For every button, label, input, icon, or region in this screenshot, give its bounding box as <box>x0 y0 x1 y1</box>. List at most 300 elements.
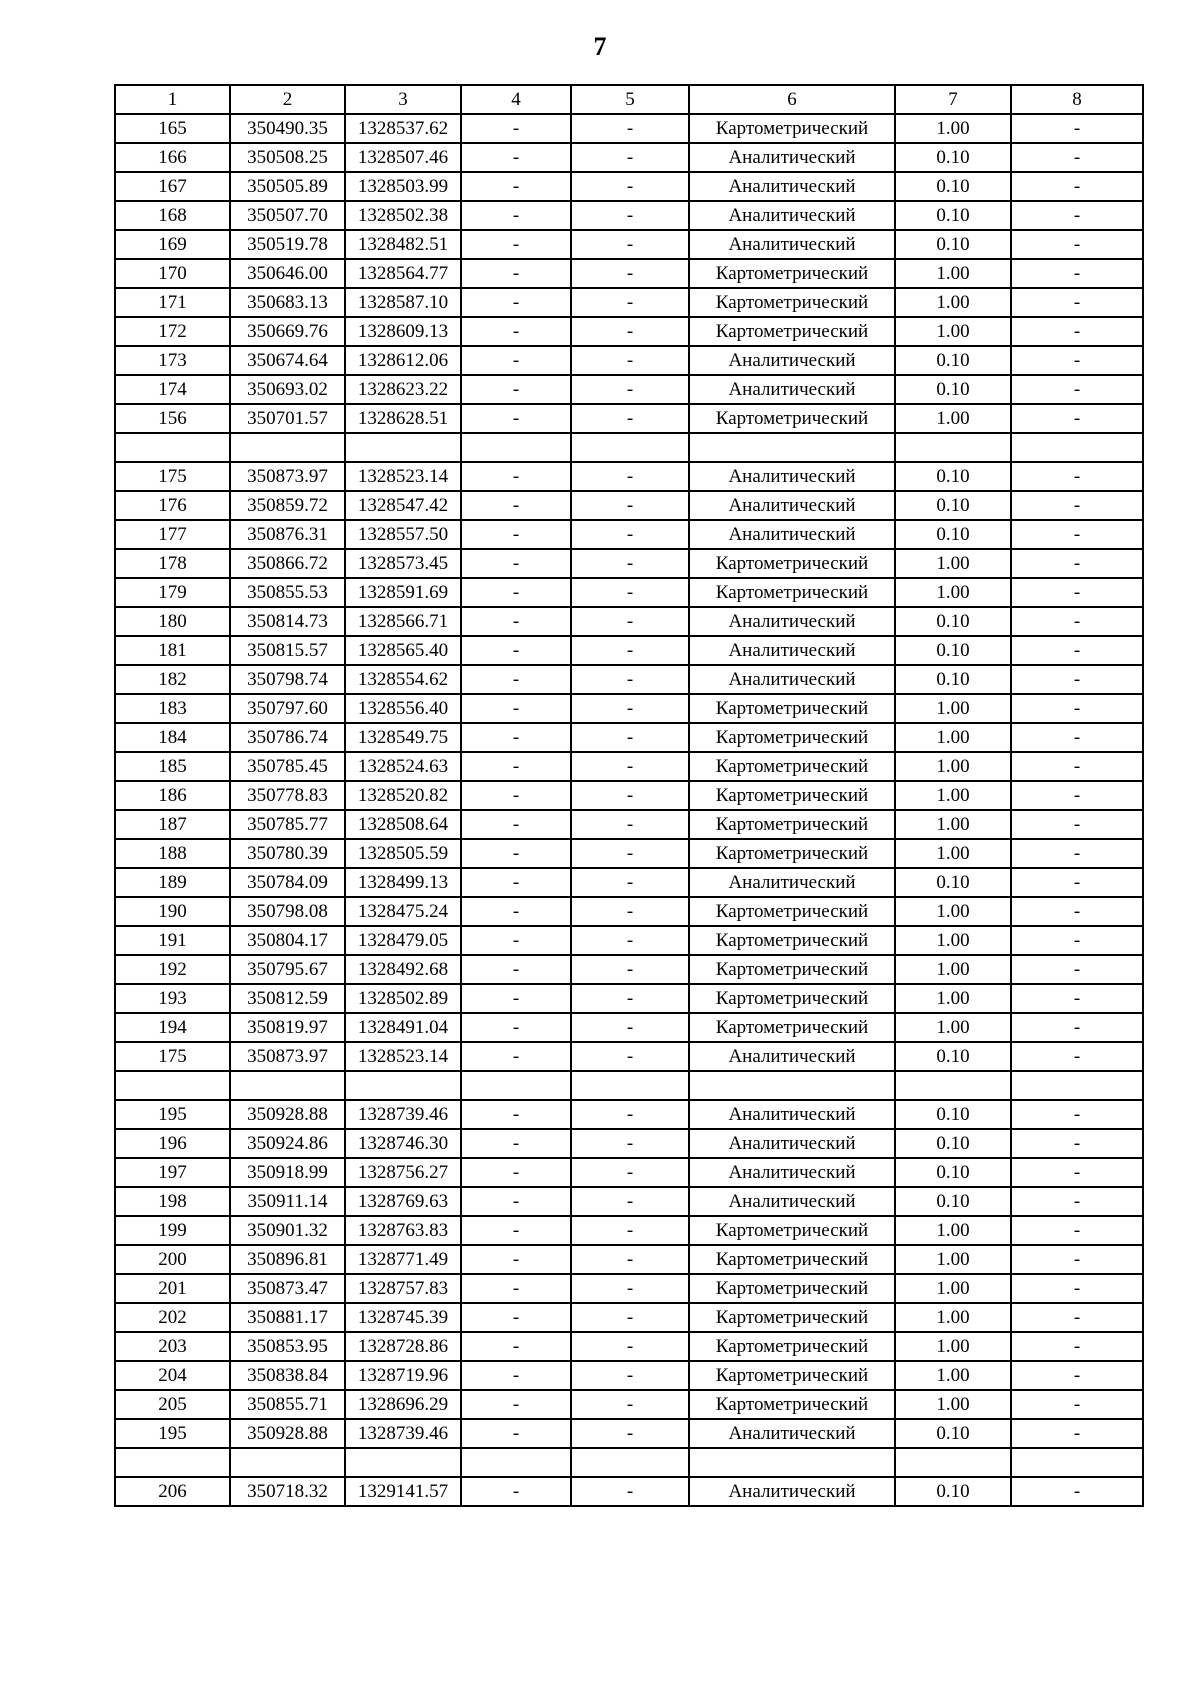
accuracy-cell: 1.00 <box>895 984 1011 1013</box>
table-row <box>115 578 1143 607</box>
method-cell: Картометрический <box>689 1361 895 1390</box>
accuracy-cell <box>895 1448 1011 1477</box>
col8-cell: - <box>1011 694 1143 723</box>
method-cell: Аналитический <box>689 143 895 172</box>
accuracy-cell: 1.00 <box>895 404 1011 433</box>
col4-cell: - <box>461 752 571 781</box>
col8-cell: - <box>1011 317 1143 346</box>
col5-cell: - <box>571 549 689 578</box>
y-coordinate-cell: 1328719.96 <box>345 1361 461 1390</box>
point-number-cell: 197 <box>115 1158 230 1187</box>
y-coordinate-cell: 1328475.24 <box>345 897 461 926</box>
table-row <box>115 636 1143 665</box>
column-header: 8 <box>1011 85 1143 114</box>
y-coordinate-cell: 1328565.40 <box>345 636 461 665</box>
col4-cell: - <box>461 694 571 723</box>
col8-cell: - <box>1011 1042 1143 1071</box>
col5-cell: - <box>571 114 689 143</box>
method-cell: Аналитический <box>689 868 895 897</box>
col4-cell: - <box>461 375 571 404</box>
point-number-cell: 167 <box>115 172 230 201</box>
point-number-cell: 205 <box>115 1390 230 1419</box>
point-number-cell: 192 <box>115 955 230 984</box>
y-coordinate-cell: 1328573.45 <box>345 549 461 578</box>
x-coordinate-cell: 350873.97 <box>230 462 345 491</box>
accuracy-cell: 1.00 <box>895 288 1011 317</box>
point-number-cell: 202 <box>115 1303 230 1332</box>
col5-cell: - <box>571 230 689 259</box>
x-coordinate-cell: 350896.81 <box>230 1245 345 1274</box>
col5-cell: - <box>571 1361 689 1390</box>
method-cell: Аналитический <box>689 665 895 694</box>
col5-cell: - <box>571 288 689 317</box>
table-row <box>115 1448 1143 1477</box>
accuracy-cell: 0.10 <box>895 636 1011 665</box>
table-row <box>115 375 1143 404</box>
accuracy-cell: 1.00 <box>895 1332 1011 1361</box>
method-cell: Картометрический <box>689 781 895 810</box>
method-cell: Аналитический <box>689 201 895 230</box>
method-cell: Картометрический <box>689 955 895 984</box>
table-row <box>115 839 1143 868</box>
x-coordinate-cell: 350855.53 <box>230 578 345 607</box>
accuracy-cell: 0.10 <box>895 201 1011 230</box>
table-row <box>115 172 1143 201</box>
col4-cell: - <box>461 1013 571 1042</box>
accuracy-cell: 0.10 <box>895 1129 1011 1158</box>
col4-cell <box>461 1448 571 1477</box>
method-cell: Картометрический <box>689 1303 895 1332</box>
x-coordinate-cell: 350901.32 <box>230 1216 345 1245</box>
table-row <box>115 781 1143 810</box>
table-row <box>115 346 1143 375</box>
col4-cell: - <box>461 578 571 607</box>
x-coordinate-cell: 350778.83 <box>230 781 345 810</box>
method-cell: Картометрический <box>689 723 895 752</box>
col8-cell <box>1011 1448 1143 1477</box>
x-coordinate-cell: 350507.70 <box>230 201 345 230</box>
col5-cell: - <box>571 781 689 810</box>
x-coordinate-cell: 350804.17 <box>230 926 345 955</box>
column-header: 6 <box>689 85 895 114</box>
col8-cell: - <box>1011 404 1143 433</box>
col8-cell: - <box>1011 665 1143 694</box>
col5-cell: - <box>571 984 689 1013</box>
table-row <box>115 926 1143 955</box>
accuracy-cell: 1.00 <box>895 259 1011 288</box>
point-number-cell: 195 <box>115 1419 230 1448</box>
point-number-cell: 171 <box>115 288 230 317</box>
accuracy-cell: 1.00 <box>895 578 1011 607</box>
y-coordinate-cell: 1328482.51 <box>345 230 461 259</box>
table-row <box>115 1013 1143 1042</box>
table-row <box>115 1332 1143 1361</box>
col8-cell: - <box>1011 984 1143 1013</box>
method-cell: Картометрический <box>689 752 895 781</box>
method-cell: Картометрический <box>689 984 895 1013</box>
col5-cell: - <box>571 839 689 868</box>
accuracy-cell: 1.00 <box>895 1216 1011 1245</box>
accuracy-cell: 1.00 <box>895 1274 1011 1303</box>
col5-cell: - <box>571 752 689 781</box>
point-number-cell: 199 <box>115 1216 230 1245</box>
x-coordinate-cell: 350814.73 <box>230 607 345 636</box>
col4-cell: - <box>461 317 571 346</box>
x-coordinate-cell: 350928.88 <box>230 1419 345 1448</box>
point-number-cell: 187 <box>115 810 230 839</box>
x-coordinate-cell: 350797.60 <box>230 694 345 723</box>
method-cell: Аналитический <box>689 607 895 636</box>
table-row <box>115 955 1143 984</box>
accuracy-cell: 0.10 <box>895 1158 1011 1187</box>
x-coordinate-cell: 350812.59 <box>230 984 345 1013</box>
y-coordinate-cell: 1328502.38 <box>345 201 461 230</box>
col5-cell: - <box>571 259 689 288</box>
y-coordinate-cell: 1328549.75 <box>345 723 461 752</box>
point-number-cell <box>115 1071 230 1100</box>
col8-cell: - <box>1011 1361 1143 1390</box>
point-number-cell: 175 <box>115 1042 230 1071</box>
column-header: 4 <box>461 85 571 114</box>
point-number-cell: 184 <box>115 723 230 752</box>
point-number-cell: 191 <box>115 926 230 955</box>
x-coordinate-cell: 350928.88 <box>230 1100 345 1129</box>
table-row <box>115 607 1143 636</box>
table-row <box>115 491 1143 520</box>
point-number-cell: 200 <box>115 1245 230 1274</box>
y-coordinate-cell: 1328524.63 <box>345 752 461 781</box>
x-coordinate-cell: 350669.76 <box>230 317 345 346</box>
x-coordinate-cell: 350508.25 <box>230 143 345 172</box>
col4-cell: - <box>461 520 571 549</box>
point-number-cell: 180 <box>115 607 230 636</box>
table-row <box>115 1071 1143 1100</box>
x-coordinate-cell: 350859.72 <box>230 491 345 520</box>
method-cell: Аналитический <box>689 346 895 375</box>
x-coordinate-cell: 350646.00 <box>230 259 345 288</box>
accuracy-cell: 0.10 <box>895 143 1011 172</box>
col8-cell: - <box>1011 520 1143 549</box>
method-cell: Аналитический <box>689 230 895 259</box>
accuracy-cell: 1.00 <box>895 781 1011 810</box>
col5-cell: - <box>571 1419 689 1448</box>
y-coordinate-cell: 1328492.68 <box>345 955 461 984</box>
x-coordinate-cell: 350924.86 <box>230 1129 345 1158</box>
accuracy-cell: 1.00 <box>895 694 1011 723</box>
col5-cell: - <box>571 897 689 926</box>
point-number-cell <box>115 433 230 462</box>
col8-cell: - <box>1011 578 1143 607</box>
x-coordinate-cell: 350519.78 <box>230 230 345 259</box>
col4-cell: - <box>461 172 571 201</box>
table-row <box>115 114 1143 143</box>
col8-cell: - <box>1011 781 1143 810</box>
table-row <box>115 259 1143 288</box>
accuracy-cell: 0.10 <box>895 346 1011 375</box>
y-coordinate-cell: 1328537.62 <box>345 114 461 143</box>
col5-cell: - <box>571 404 689 433</box>
x-coordinate-cell: 350855.71 <box>230 1390 345 1419</box>
accuracy-cell: 1.00 <box>895 317 1011 346</box>
x-coordinate-cell: 350785.77 <box>230 810 345 839</box>
y-coordinate-cell: 1328756.27 <box>345 1158 461 1187</box>
col8-cell: - <box>1011 114 1143 143</box>
table-row <box>115 1274 1143 1303</box>
col4-cell: - <box>461 1042 571 1071</box>
x-coordinate-cell: 350785.45 <box>230 752 345 781</box>
accuracy-cell: 0.10 <box>895 1477 1011 1506</box>
method-cell: Аналитический <box>689 1477 895 1506</box>
point-number-cell: 206 <box>115 1477 230 1506</box>
accuracy-cell: 0.10 <box>895 520 1011 549</box>
col5-cell: - <box>571 1013 689 1042</box>
col8-cell: - <box>1011 1216 1143 1245</box>
col5-cell: - <box>571 1158 689 1187</box>
col5-cell <box>571 433 689 462</box>
point-number-cell: 165 <box>115 114 230 143</box>
y-coordinate-cell: 1328728.86 <box>345 1332 461 1361</box>
col8-cell: - <box>1011 752 1143 781</box>
point-number-cell: 189 <box>115 868 230 897</box>
y-coordinate-cell: 1328612.06 <box>345 346 461 375</box>
point-number-cell: 182 <box>115 665 230 694</box>
col8-cell: - <box>1011 549 1143 578</box>
col8-cell: - <box>1011 1245 1143 1274</box>
method-cell <box>689 1071 895 1100</box>
y-coordinate-cell: 1328746.30 <box>345 1129 461 1158</box>
y-coordinate-cell: 1328739.46 <box>345 1100 461 1129</box>
y-coordinate-cell: 1328491.04 <box>345 1013 461 1042</box>
point-number-cell: 177 <box>115 520 230 549</box>
table-row <box>115 984 1143 1013</box>
col5-cell: - <box>571 1303 689 1332</box>
y-coordinate-cell: 1328505.59 <box>345 839 461 868</box>
table-row <box>115 1158 1143 1187</box>
col4-cell: - <box>461 1158 571 1187</box>
table-row <box>115 230 1143 259</box>
col5-cell: - <box>571 1390 689 1419</box>
table-row <box>115 1390 1143 1419</box>
point-number-cell: 194 <box>115 1013 230 1042</box>
col5-cell: - <box>571 1129 689 1158</box>
col8-cell <box>1011 433 1143 462</box>
col5-cell: - <box>571 810 689 839</box>
x-coordinate-cell: 350918.99 <box>230 1158 345 1187</box>
table-row <box>115 520 1143 549</box>
point-number-cell: 173 <box>115 346 230 375</box>
x-coordinate-cell: 350853.95 <box>230 1332 345 1361</box>
col5-cell: - <box>571 1100 689 1129</box>
y-coordinate-cell: 1328556.40 <box>345 694 461 723</box>
col4-cell: - <box>461 781 571 810</box>
col4-cell: - <box>461 1361 571 1390</box>
accuracy-cell: 1.00 <box>895 839 1011 868</box>
x-coordinate-cell: 350490.35 <box>230 114 345 143</box>
col8-cell: - <box>1011 1158 1143 1187</box>
x-coordinate-cell: 350718.32 <box>230 1477 345 1506</box>
accuracy-cell: 1.00 <box>895 810 1011 839</box>
col8-cell: - <box>1011 810 1143 839</box>
col4-cell: - <box>461 1187 571 1216</box>
point-number-cell: 196 <box>115 1129 230 1158</box>
method-cell: Аналитический <box>689 1419 895 1448</box>
col5-cell: - <box>571 1042 689 1071</box>
col5-cell: - <box>571 143 689 172</box>
x-coordinate-cell: 350505.89 <box>230 172 345 201</box>
y-coordinate-cell <box>345 1071 461 1100</box>
table-row <box>115 433 1143 462</box>
col4-cell: - <box>461 665 571 694</box>
table-row <box>115 288 1143 317</box>
col5-cell: - <box>571 375 689 404</box>
x-coordinate-cell: 350701.57 <box>230 404 345 433</box>
table-row <box>115 1129 1143 1158</box>
x-coordinate-cell: 350798.08 <box>230 897 345 926</box>
point-number-cell: 185 <box>115 752 230 781</box>
x-coordinate-cell: 350866.72 <box>230 549 345 578</box>
method-cell <box>689 1448 895 1477</box>
col5-cell: - <box>571 926 689 955</box>
col8-cell: - <box>1011 346 1143 375</box>
x-coordinate-cell: 350795.67 <box>230 955 345 984</box>
accuracy-cell: 0.10 <box>895 665 1011 694</box>
accuracy-cell: 0.10 <box>895 1419 1011 1448</box>
table-row <box>115 1042 1143 1071</box>
point-number-cell: 193 <box>115 984 230 1013</box>
table-row <box>115 201 1143 230</box>
point-number-cell: 181 <box>115 636 230 665</box>
y-coordinate-cell: 1328554.62 <box>345 665 461 694</box>
col8-cell: - <box>1011 375 1143 404</box>
col4-cell <box>461 433 571 462</box>
col8-cell: - <box>1011 1477 1143 1506</box>
y-coordinate-cell: 1328499.13 <box>345 868 461 897</box>
y-coordinate-cell: 1328566.71 <box>345 607 461 636</box>
y-coordinate-cell: 1328628.51 <box>345 404 461 433</box>
method-cell: Картометрический <box>689 1245 895 1274</box>
col5-cell: - <box>571 955 689 984</box>
accuracy-cell: 1.00 <box>895 114 1011 143</box>
point-number-cell: 198 <box>115 1187 230 1216</box>
y-coordinate-cell: 1328507.46 <box>345 143 461 172</box>
x-coordinate-cell: 350784.09 <box>230 868 345 897</box>
col5-cell: - <box>571 201 689 230</box>
col4-cell: - <box>461 143 571 172</box>
col4-cell: - <box>461 1390 571 1419</box>
accuracy-cell: 0.10 <box>895 491 1011 520</box>
col8-cell: - <box>1011 607 1143 636</box>
point-number-cell <box>115 1448 230 1477</box>
method-cell: Аналитический <box>689 172 895 201</box>
y-coordinate-cell <box>345 433 461 462</box>
col4-cell: - <box>461 1332 571 1361</box>
col4-cell: - <box>461 201 571 230</box>
col5-cell <box>571 1448 689 1477</box>
y-coordinate-cell: 1328523.14 <box>345 1042 461 1071</box>
table-row <box>115 810 1143 839</box>
col8-cell: - <box>1011 491 1143 520</box>
table-row <box>115 665 1143 694</box>
accuracy-cell <box>895 1071 1011 1100</box>
col8-cell: - <box>1011 288 1143 317</box>
col5-cell: - <box>571 723 689 752</box>
col4-cell: - <box>461 114 571 143</box>
col8-cell: - <box>1011 839 1143 868</box>
method-cell: Картометрический <box>689 694 895 723</box>
table-row <box>115 143 1143 172</box>
col8-cell: - <box>1011 955 1143 984</box>
col8-cell: - <box>1011 1274 1143 1303</box>
method-cell: Аналитический <box>689 1129 895 1158</box>
accuracy-cell: 1.00 <box>895 1390 1011 1419</box>
accuracy-cell: 0.10 <box>895 1042 1011 1071</box>
col5-cell: - <box>571 317 689 346</box>
x-coordinate-cell: 350881.17 <box>230 1303 345 1332</box>
point-number-cell: 176 <box>115 491 230 520</box>
point-number-cell: 201 <box>115 1274 230 1303</box>
method-cell: Аналитический <box>689 1187 895 1216</box>
accuracy-cell: 0.10 <box>895 375 1011 404</box>
point-number-cell: 183 <box>115 694 230 723</box>
point-number-cell: 156 <box>115 404 230 433</box>
page-number: 7 <box>593 32 607 61</box>
table-row <box>115 1245 1143 1274</box>
col8-cell: - <box>1011 897 1143 926</box>
col8-cell: - <box>1011 1390 1143 1419</box>
col5-cell: - <box>571 1332 689 1361</box>
method-cell: Картометрический <box>689 259 895 288</box>
accuracy-cell: 1.00 <box>895 955 1011 984</box>
col5-cell <box>571 1071 689 1100</box>
x-coordinate-cell: 350798.74 <box>230 665 345 694</box>
col4-cell: - <box>461 1245 571 1274</box>
point-number-cell: 188 <box>115 839 230 868</box>
method-cell: Картометрический <box>689 404 895 433</box>
col8-cell: - <box>1011 636 1143 665</box>
coordinates-table <box>114 84 1144 1507</box>
method-cell: Картометрический <box>689 926 895 955</box>
col4-cell: - <box>461 984 571 1013</box>
point-number-cell: 178 <box>115 549 230 578</box>
col5-cell: - <box>571 346 689 375</box>
y-coordinate-cell: 1328587.10 <box>345 288 461 317</box>
method-cell: Аналитический <box>689 462 895 491</box>
col8-cell: - <box>1011 1129 1143 1158</box>
col4-cell: - <box>461 636 571 665</box>
method-cell: Аналитический <box>689 375 895 404</box>
accuracy-cell: 1.00 <box>895 549 1011 578</box>
y-coordinate-cell: 1329141.57 <box>345 1477 461 1506</box>
y-coordinate-cell <box>345 1448 461 1477</box>
x-coordinate-cell <box>230 1071 345 1100</box>
point-number-cell: 203 <box>115 1332 230 1361</box>
col8-cell: - <box>1011 230 1143 259</box>
y-coordinate-cell: 1328479.05 <box>345 926 461 955</box>
point-number-cell: 175 <box>115 462 230 491</box>
method-cell: Аналитический <box>689 636 895 665</box>
col5-cell: - <box>571 1216 689 1245</box>
col8-cell <box>1011 1071 1143 1100</box>
x-coordinate-cell: 350819.97 <box>230 1013 345 1042</box>
method-cell: Картометрический <box>689 1216 895 1245</box>
accuracy-cell: 1.00 <box>895 1245 1011 1274</box>
col8-cell: - <box>1011 1419 1143 1448</box>
x-coordinate-cell <box>230 1448 345 1477</box>
col5-cell: - <box>571 1245 689 1274</box>
col5-cell: - <box>571 1187 689 1216</box>
col4-cell: - <box>461 1419 571 1448</box>
col5-cell: - <box>571 694 689 723</box>
